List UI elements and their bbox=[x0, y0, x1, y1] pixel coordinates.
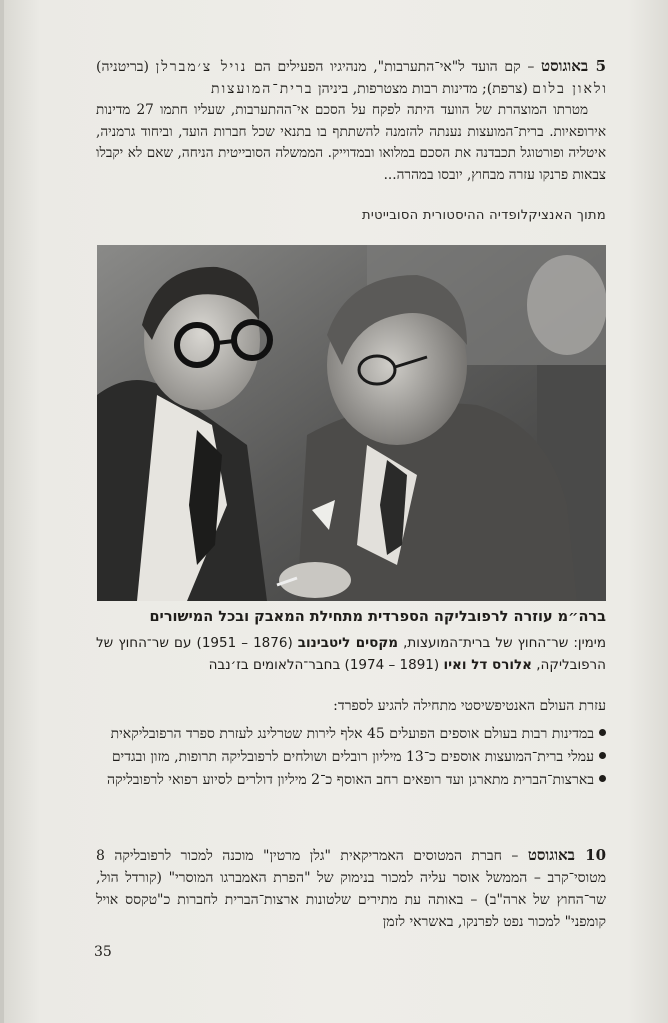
page-binding-edge bbox=[0, 0, 4, 1023]
bullet-icon bbox=[599, 752, 606, 759]
source-attribution: מתוך האנציקלופדיה ההיסטורית הסובייטית bbox=[362, 208, 606, 223]
caption-text-part: (1891 – 1974) בחבר־הלאומים בז׳נבה bbox=[208, 657, 444, 673]
two-men-photo-icon bbox=[97, 245, 606, 601]
list-item-text: עמלי ברית־המועצות אוספים כ־13 מיליון רובלים ושולחים לרפובליקה תרופות, מזון ובגדים bbox=[111, 749, 594, 765]
list-item bbox=[96, 746, 606, 768]
entry-august-10 bbox=[96, 844, 606, 933]
aid-intro: עזרת העולם האנטיפשיסטי מתחילה להגיע לספרד: bbox=[333, 698, 606, 714]
person-name: מקסים ליטבינוב bbox=[297, 635, 399, 651]
photo-caption bbox=[96, 632, 606, 676]
list-item bbox=[96, 723, 606, 745]
caption-text-part: (1876 – 1951) עם שר־החוץ של הרפובליקה, bbox=[96, 635, 606, 673]
entry-text-part: (בריטניה) ו bbox=[96, 59, 606, 97]
page-number: 35 bbox=[94, 944, 112, 960]
bullet-icon bbox=[599, 775, 606, 782]
list-item-text: בארצות־הברית מתארגן ועד רופאים רחב האוסף כ־2 מיליון דולרים לסיוע רפואי לרפובליקה bbox=[106, 772, 594, 788]
entry-text-part: – קם הועד ל"אי־התערבות", מנהיגיו הפעילים הם bbox=[247, 59, 542, 75]
entry-text: – חברת המטוסים האמריקאית "גלן מרטין" מוכנה למכור לרפובליקה 8 מטוסי־קרב – הממשל אוסר עליה למכור בנימוק של "הפרת האמברגו המוסרי" (קורדל הול, שר־החוץ של ארה"ב) – באותה עת מתירים שלטונות ארצות־הברית לחברות כ"טקסס אויל קומפני" למכור נפט לפרנקו, באשראי לזמן bbox=[96, 848, 606, 930]
historical-photo bbox=[97, 245, 606, 601]
list-item bbox=[96, 769, 606, 791]
list-item-text: במדינות רבות בעולם אוספים הפועלים 45 אלף לירות שטרלינג לעזרת ספרד הרפובליקאית bbox=[110, 726, 594, 742]
country-name: ברית־המועצות bbox=[211, 80, 314, 97]
person-name: לאון בלום bbox=[532, 80, 603, 97]
photo-caption-title: ברה״מ עוזרה לרפובליקה הספרדית מתחילת המאבק ובכל המישורים bbox=[149, 609, 606, 625]
caption-text-part: מימין: שר־החוץ של ברית־המועצות, bbox=[398, 635, 606, 651]
person-name: אלורס דל ואיו bbox=[443, 657, 532, 673]
entry-august-5 bbox=[96, 56, 606, 100]
entry-text-part: (צרפת); מדינות רבות מצטרפות, ביניהן bbox=[313, 80, 533, 97]
entry-paragraph: מטרתו המוצהרת של הוועד היתה לפקח על הסכם אי־ההתערבות, שעליו חתמו 27 מדינות אירופאיות. ברית־המועצות נענתה להזמנה להשתתף בו בתנאי שכל חברות הועד, וביחוד גרמניה, איטליה ופורטוגל תכבדנה את הסכם במלואו ובמדוייק. הממשלה הסובייטית הניחה, שאם לא יקבלו צבאות פרנקו עזרה מבחוץ, יובסו במהרה... bbox=[96, 102, 606, 183]
person-name: נויל צ׳מברלן bbox=[155, 59, 248, 75]
entry-date: 10 באוגוסט bbox=[527, 846, 607, 864]
bullet-icon bbox=[599, 729, 606, 736]
aid-bullet-list bbox=[96, 723, 606, 792]
entry-date: 5 באוגוסט bbox=[541, 57, 606, 75]
